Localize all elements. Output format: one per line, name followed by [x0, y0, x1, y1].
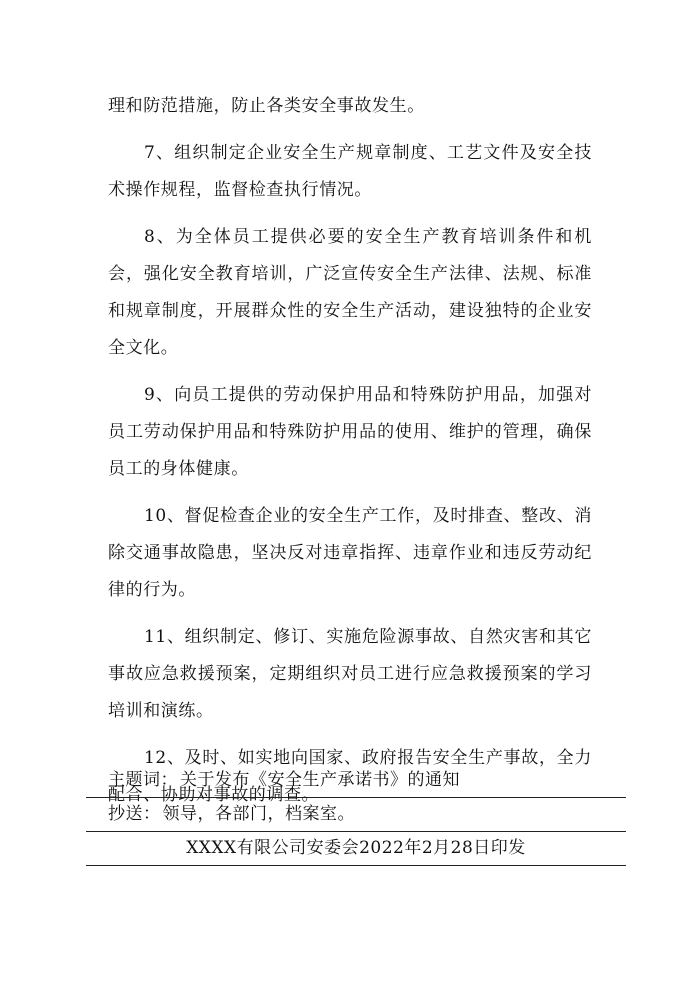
- subject-label: 主题词：: [108, 770, 178, 790]
- paragraph-item-10: 10、督促检查企业的安全生产工作，及时排查、整改、消除交通事故隐患，坚决反对违章指挥、违章作业和违反劳动纪律的行为。: [108, 506, 592, 600]
- issuer-row: [86, 832, 626, 866]
- subject-row: [86, 764, 626, 798]
- paragraph-item-9: 9、向员工提供的劳动保护用品和特殊防护用品，加强对员工劳动保护用品和特殊防护用品的使用、维护的管理，确保员工的身体健康。: [108, 385, 592, 479]
- paragraph-continuation: 理和防范措施，防止各类安全事故发生。: [108, 96, 425, 116]
- paragraph-item-8: 8、为全体员工提供必要的安全生产教育培训条件和机会，强化安全教育培训，广泛宣传安全生产法律、法规、标准和规章制度，开展群众性的安全生产活动，建设独特的企业安全文化。: [108, 227, 592, 358]
- paragraph-item-12: 12、及时、如实地向国家、政府报告安全生产事故，全力配合、协助对事故的调查。: [108, 748, 592, 805]
- cc-row: [86, 798, 626, 832]
- cc-value: 领导，各部门，档案室。: [162, 804, 355, 824]
- cc-label: 抄送：: [108, 804, 161, 824]
- issuer-text: XXXX有限公司安委会2022年2月28日印发: [186, 838, 526, 858]
- document-body: [108, 88, 592, 824]
- paragraph-item-11: 11、组织制定、修订、实施危险源事故、自然灾害和其它事故应急救援预案，定期组织对员工进行应急救援预案的学习培训和演练。: [108, 627, 592, 721]
- paragraph-item-7: 7、组织制定企业安全生产规章制度、工艺文件及安全技术操作规程，监督检查执行情况。: [108, 143, 592, 200]
- subject-value: 关于发布《安全生产承诺书》的通知: [180, 770, 460, 790]
- document-footer: [86, 764, 626, 866]
